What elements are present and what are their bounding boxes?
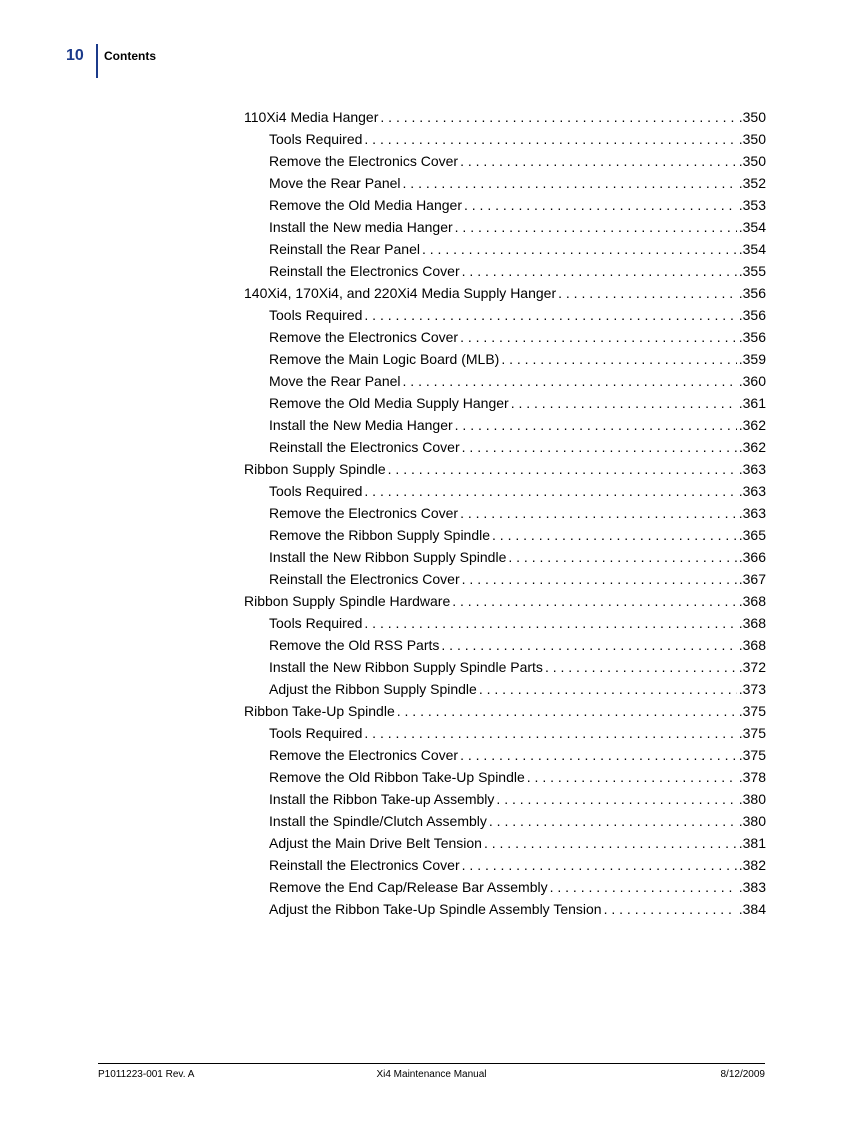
- header-divider: [96, 44, 98, 78]
- toc-dot-leader: [403, 172, 737, 194]
- toc-entry-title: Adjust the Main Drive Belt Tension: [269, 835, 482, 851]
- toc-entry-title: Install the New Ribbon Supply Spindle Parts: [269, 659, 543, 675]
- toc-entry-title: Tools Required: [269, 725, 363, 741]
- toc-subsection-link[interactable]: [244, 194, 766, 216]
- toc-dot-leader: [496, 788, 736, 810]
- toc-dot-leader: [460, 744, 737, 766]
- toc-entry-title: Remove the Electronics Cover: [269, 329, 459, 345]
- toc-subsection-link[interactable]: [244, 656, 766, 678]
- toc-page-number: .384: [738, 901, 766, 917]
- toc-subsection-link[interactable]: [244, 150, 766, 172]
- table-of-contents: [244, 106, 766, 920]
- manual-title: Xi4 Maintenance Manual: [376, 1069, 487, 1080]
- toc-entry-title: Ribbon Supply Spindle: [244, 461, 386, 477]
- toc-entry-title: Remove the Old Ribbon Take-Up Spindle: [269, 769, 525, 785]
- toc-subsection-link[interactable]: [244, 876, 766, 898]
- toc-dot-leader: [364, 304, 736, 326]
- page-number: 10: [66, 47, 84, 64]
- toc-dot-leader: [550, 876, 737, 898]
- toc-entry-title: Remove the Ribbon Supply Spindle: [269, 527, 491, 543]
- toc-subsection-link[interactable]: [244, 128, 766, 150]
- toc-entry-title: Adjust the Ribbon Take-Up Spindle Assembly Tension: [269, 901, 602, 917]
- toc-dot-leader: [462, 436, 737, 458]
- toc-entry-title: Remove the End Cap/Release Bar Assembly: [269, 879, 548, 895]
- toc-dot-leader: [380, 106, 736, 128]
- toc-dot-leader: [508, 546, 736, 568]
- toc-page-number: .373: [738, 681, 766, 697]
- toc-page-number: .363: [738, 505, 766, 521]
- toc-dot-leader: [441, 634, 736, 656]
- toc-subsection-link[interactable]: [244, 216, 766, 238]
- toc-page-number: .356: [738, 307, 766, 323]
- toc-dot-leader: [460, 326, 737, 348]
- toc-entry-title: Move the Rear Panel: [269, 175, 401, 191]
- toc-page-number: .378: [738, 769, 766, 785]
- toc-subsection-link[interactable]: [244, 854, 766, 876]
- toc-dot-leader: [364, 722, 736, 744]
- toc-dot-leader: [479, 678, 737, 700]
- toc-entry-title: Remove the Old Media Supply Hanger: [269, 395, 509, 411]
- toc-entry-title: Reinstall the Rear Panel: [269, 241, 420, 257]
- toc-subsection-link[interactable]: [244, 436, 766, 458]
- toc-subsection-link[interactable]: [244, 238, 766, 260]
- toc-page-number: .363: [738, 461, 766, 477]
- toc-page-number: .365: [738, 527, 766, 543]
- toc-dot-leader: [364, 128, 736, 150]
- toc-page-number: .375: [738, 703, 766, 719]
- toc-subsection-link[interactable]: [244, 260, 766, 282]
- toc-dot-leader: [558, 282, 737, 304]
- toc-dot-leader: [455, 216, 737, 238]
- toc-subsection-link[interactable]: [244, 172, 766, 194]
- toc-entry-title: Install the New media Hanger: [269, 219, 453, 235]
- toc-page-number: .359: [738, 351, 766, 367]
- toc-subsection-link[interactable]: [244, 612, 766, 634]
- toc-dot-leader: [462, 568, 737, 590]
- toc-subsection-link[interactable]: [244, 678, 766, 700]
- document-number: P1011223-001 Rev. A: [98, 1069, 195, 1080]
- publication-date: 8/12/2009: [720, 1069, 765, 1080]
- toc-dot-leader: [462, 260, 737, 282]
- toc-subsection-link[interactable]: [244, 546, 766, 568]
- toc-section-link[interactable]: [244, 106, 766, 128]
- toc-dot-leader: [462, 854, 737, 876]
- toc-page-number: .354: [738, 241, 766, 257]
- toc-dot-leader: [452, 590, 737, 612]
- toc-subsection-link[interactable]: [244, 370, 766, 392]
- toc-page-number: .363: [738, 483, 766, 499]
- toc-subsection-link[interactable]: [244, 502, 766, 524]
- toc-page-number: .350: [738, 153, 766, 169]
- toc-entry-title: Remove the Old RSS Parts: [269, 637, 440, 653]
- toc-entry-title: Reinstall the Electronics Cover: [269, 571, 460, 587]
- toc-dot-leader: [511, 392, 737, 414]
- toc-dot-leader: [403, 370, 737, 392]
- toc-section-link[interactable]: [244, 458, 766, 480]
- toc-subsection-link[interactable]: [244, 414, 766, 436]
- toc-dot-leader: [364, 612, 736, 634]
- toc-page-number: .380: [738, 813, 766, 829]
- toc-entry-title: Tools Required: [269, 483, 363, 499]
- toc-dot-leader: [604, 898, 737, 920]
- toc-dot-leader: [501, 348, 736, 370]
- toc-entry-title: Tools Required: [269, 307, 363, 323]
- toc-subsection-link[interactable]: [244, 722, 766, 744]
- toc-entry-title: Install the Spindle/Clutch Assembly: [269, 813, 487, 829]
- toc-dot-leader: [397, 700, 737, 722]
- toc-entry-title: Remove the Old Media Hanger: [269, 197, 462, 213]
- toc-page-number: .352: [738, 175, 766, 191]
- toc-entry-title: Adjust the Ribbon Supply Spindle: [269, 681, 477, 697]
- toc-dot-leader: [484, 832, 737, 854]
- toc-subsection-link[interactable]: [244, 304, 766, 326]
- toc-entry-title: 110Xi4 Media Hanger: [244, 109, 379, 125]
- toc-page-number: .362: [738, 439, 766, 455]
- toc-entry-title: Remove the Electronics Cover: [269, 747, 459, 763]
- toc-entry-title: Tools Required: [269, 131, 363, 147]
- toc-subsection-link[interactable]: [244, 788, 766, 810]
- toc-page-number: .367: [738, 571, 766, 587]
- toc-page-number: .381: [738, 835, 766, 851]
- toc-dot-leader: [464, 194, 737, 216]
- toc-page-number: .350: [738, 131, 766, 147]
- toc-subsection-link[interactable]: [244, 568, 766, 590]
- toc-entry-title: Tools Required: [269, 615, 363, 631]
- toc-dot-leader: [460, 502, 737, 524]
- toc-entry-title: Reinstall the Electronics Cover: [269, 857, 460, 873]
- toc-entry-title: Ribbon Supply Spindle Hardware: [244, 593, 451, 609]
- toc-dot-leader: [545, 656, 737, 678]
- toc-entry-title: Install the New Media Hanger: [269, 417, 453, 433]
- toc-page-number: .368: [738, 615, 766, 631]
- toc-page-number: .356: [738, 285, 766, 301]
- toc-subsection-link[interactable]: [244, 480, 766, 502]
- toc-page-number: .380: [738, 791, 766, 807]
- toc-entry-title: Remove the Main Logic Board (MLB): [269, 351, 500, 367]
- toc-section-link[interactable]: [244, 700, 766, 722]
- toc-dot-leader: [422, 238, 737, 260]
- toc-page-number: .356: [738, 329, 766, 345]
- toc-dot-leader: [527, 766, 737, 788]
- page-footer: [98, 1069, 765, 1083]
- toc-subsection-link[interactable]: [244, 832, 766, 854]
- toc-dot-leader: [364, 480, 736, 502]
- toc-page-number: .368: [738, 593, 766, 609]
- toc-dot-leader: [460, 150, 737, 172]
- toc-subsection-link[interactable]: [244, 524, 766, 546]
- toc-page-number: .382: [738, 857, 766, 873]
- section-title: Contents: [104, 49, 156, 63]
- toc-entry-title: Move the Rear Panel: [269, 373, 401, 389]
- toc-subsection-link[interactable]: [244, 326, 766, 348]
- toc-entry-title: Remove the Electronics Cover: [269, 153, 459, 169]
- toc-entry-title: Install the Ribbon Take-up Assembly: [269, 791, 495, 807]
- toc-page-number: .372: [738, 659, 766, 675]
- toc-subsection-link[interactable]: [244, 392, 766, 414]
- toc-subsection-link[interactable]: [244, 348, 766, 370]
- toc-page-number: .368: [738, 637, 766, 653]
- toc-page-number: .383: [738, 879, 766, 895]
- toc-page-number: .361: [738, 395, 766, 411]
- toc-page-number: .353: [738, 197, 766, 213]
- toc-subsection-link[interactable]: [244, 898, 766, 920]
- toc-subsection-link[interactable]: [244, 766, 766, 788]
- footer-divider: [98, 1063, 765, 1064]
- toc-page-number: .350: [738, 109, 766, 125]
- toc-entry-title: Remove the Electronics Cover: [269, 505, 459, 521]
- toc-dot-leader: [492, 524, 737, 546]
- toc-page-number: .366: [738, 549, 766, 565]
- toc-subsection-link[interactable]: [244, 744, 766, 766]
- toc-subsection-link[interactable]: [244, 810, 766, 832]
- toc-entry-title: Reinstall the Electronics Cover: [269, 263, 460, 279]
- toc-dot-leader: [489, 810, 737, 832]
- toc-page-number: .355: [738, 263, 766, 279]
- toc-entry-title: Reinstall the Electronics Cover: [269, 439, 460, 455]
- toc-page-number: .362: [738, 417, 766, 433]
- toc-page-number: .375: [738, 725, 766, 741]
- toc-page-number: .360: [738, 373, 766, 389]
- toc-entry-title: 140Xi4, 170Xi4, and 220Xi4 Media Supply Hanger: [244, 285, 557, 301]
- toc-dot-leader: [455, 414, 737, 436]
- toc-entry-title: Ribbon Take-Up Spindle: [244, 703, 395, 719]
- toc-page-number: .354: [738, 219, 766, 235]
- toc-entry-title: Install the New Ribbon Supply Spindle: [269, 549, 507, 565]
- toc-section-link[interactable]: [244, 590, 766, 612]
- toc-page-number: .375: [738, 747, 766, 763]
- toc-section-link[interactable]: [244, 282, 766, 304]
- toc-subsection-link[interactable]: [244, 634, 766, 656]
- toc-dot-leader: [388, 458, 737, 480]
